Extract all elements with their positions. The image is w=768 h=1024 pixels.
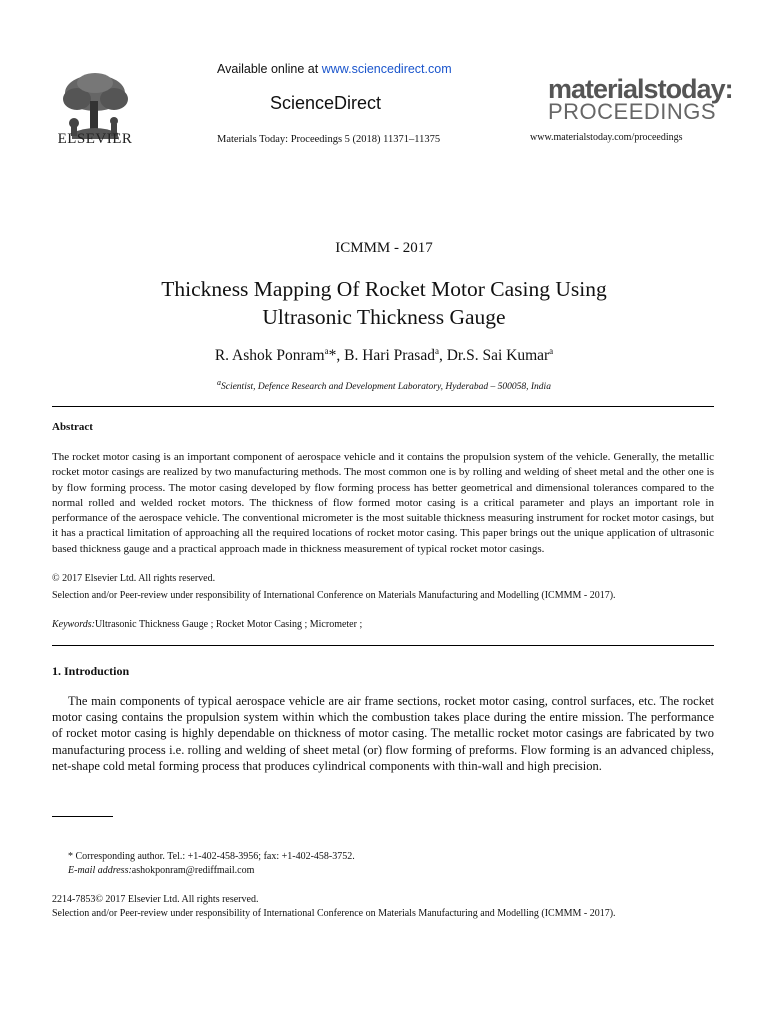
materials-today-logo <box>548 74 733 124</box>
author-2-affil-mark: a <box>434 346 439 356</box>
abstract-copyright: © 2017 Elsevier Ltd. All rights reserved. <box>52 573 216 584</box>
available-online <box>217 62 452 76</box>
issn-line: 2214-7853© 2017 Elsevier Ltd. All rights reserved. <box>52 894 259 905</box>
author-2: B. Hari Prasad <box>344 347 435 365</box>
paper-title <box>0 275 768 331</box>
sciencedirect-title: ScienceDirect <box>270 93 382 113</box>
author-3-affil-mark: a <box>549 346 554 356</box>
sciencedirect-link[interactable]: www.sciencedirect.com <box>321 62 452 76</box>
email-address[interactable]: ashokponram@rediffmail.com <box>131 865 255 876</box>
footer-peer-review: Selection and/or Peer-review under responsibility of International Conference on Materials Manufacturing and Modelling (ICMMM - 2017). <box>52 908 616 919</box>
keywords-list: Ultrasonic Thickness Gauge ; Rocket Motor Casing ; Micrometer ; <box>94 619 363 630</box>
introduction-paragraph: The main components of typical aerospace vehicle are air frame sections, rocket motor casing, control surfaces, etc. The rocket motor casing contains the propulsion system within which the combustion takes place during the entire mission. The performance of rocket motor casing is highly dependable on thickness of motor casing. The metallic rocket motor casings are fabricated by two manufacturing process i.e. rolling and welding of sheet metal (or) flow forming of preforms. Flow forming is an advanced chipless, net-shape cold metal forming process that produces cylindrical components with thin-wall and high precision. <box>52 694 714 773</box>
abstract-peer-review: Selection and/or Peer-review under responsibility of International Conference on Materials Manufacturing and Modelling (ICMMM - 2017). <box>52 590 616 601</box>
elsevier-wordmark: ELSEVIER <box>57 131 133 147</box>
introduction-body <box>52 693 714 774</box>
footnote-rule <box>52 816 113 817</box>
corresponding-star: *, <box>328 347 345 365</box>
keywords-label: Keywords: <box>52 619 95 630</box>
journal-citation: Materials Today: Proceedings 5 (2018) 11371–11375 <box>217 134 441 145</box>
abstract-text: The rocket motor casing is an important component of aerospace vehicle and it contains the propulsion system of the vehicle. Generally, the metallic rocket motor casings are realized by two manufacturing methods. The most common one is by rolling and welding of sheet metal and the other one is by flow forming process. The motor casing developed by flow forming process has better geometrical and dimensional tolerances compared to the normal rolled and welded rocket motors. The thickness of flow formed motor casing is a critical parameter and plays an important role in performance of the aerospace vehicle. The conventional micrometer is the most suitable thickness measuring instrument for rocket motor casings, but it has a practical limitation of approaching all the required locations of rocket motor casing. This paper brings out the unique application of ultrasonic based thickness gauge and a practical approach made in thickness measurement of typical rocket motor casings. <box>52 451 714 555</box>
author-1: R. Ashok Ponram <box>214 347 325 365</box>
divider-top <box>52 406 714 407</box>
keywords <box>52 619 362 630</box>
author-3: Dr.S. Sai Kumar <box>446 347 550 365</box>
affiliation-mark: a <box>217 378 221 387</box>
email-note <box>68 865 254 876</box>
title-line-1: Thickness Mapping Of Rocket Motor Casing Using <box>161 277 607 301</box>
available-prefix: Available online at <box>217 62 322 76</box>
introduction-heading: 1. Introduction <box>52 664 130 678</box>
abstract-heading: Abstract <box>52 421 93 433</box>
title-line-2: Ultrasonic Thickness Gauge <box>262 305 506 329</box>
logo-bottom-text: PROCEEDINGS <box>548 99 717 124</box>
divider-bottom <box>52 645 714 646</box>
affiliation <box>0 378 768 392</box>
conference-name: ICMMM - 2017 <box>335 240 433 256</box>
affiliation-text: Scientist, Defence Research and Development Laboratory, Hyderabad – 500058, India <box>220 382 551 393</box>
corresponding-author-note: * Corresponding author. Tel.: +1-402-458-3956; fax: +1-402-458-3752. <box>68 851 355 862</box>
journal-url[interactable]: www.materialstoday.com/proceedings <box>530 132 683 143</box>
logo-top-text: materialstoday: <box>548 74 733 104</box>
author-separator: , <box>438 347 447 365</box>
author-list <box>0 346 768 365</box>
author-1-affil-mark: a <box>324 346 329 356</box>
email-label: E-mail address: <box>68 865 132 876</box>
